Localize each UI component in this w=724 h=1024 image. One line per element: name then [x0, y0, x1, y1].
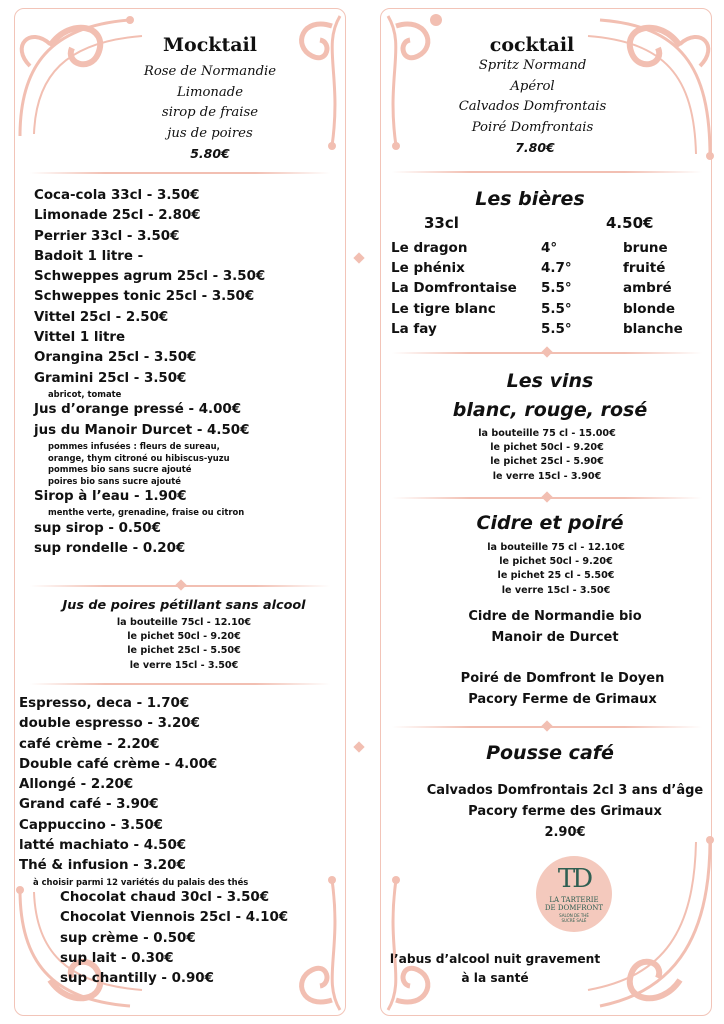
cocktail-line: Poiré Domfrontais	[471, 119, 594, 135]
price-line: la bouteille 75cl - 12.10€	[116, 617, 252, 628]
beer-row	[391, 319, 691, 339]
alcohol-warning	[380, 950, 610, 988]
item-note: orange, thym citroné ou hibiscus-yuzu	[48, 452, 230, 463]
menu-item: Badoit 1 litre -	[34, 248, 144, 264]
cidre-producer-2	[420, 668, 705, 710]
beer-type: blonde	[623, 300, 675, 317]
price-line: la bouteille 75 cl - 15.00€	[478, 428, 616, 439]
menu-item: sup chantilly - 0.90€	[60, 971, 214, 987]
menu-item: Limonade 25cl - 2.80€	[34, 208, 201, 224]
poires-petillant-title: Jus de poires pétillant sans alcool	[62, 598, 306, 613]
soft-drinks-list	[34, 186, 334, 559]
beer-degree: 5.5°	[541, 300, 572, 317]
cocktail-line: Calvados Domfrontais	[458, 99, 607, 114]
pousse-line: Pacory ferme des Grimaux	[468, 804, 662, 819]
beer-name: La Domfrontaise	[391, 280, 517, 297]
menu-item: sup lait - 0.30€	[60, 951, 174, 967]
menu-item: Grand café - 3.90€	[19, 797, 159, 813]
mocktail-ingredients	[100, 62, 320, 144]
producer-line: Poiré de Domfront le Doyen	[460, 671, 665, 686]
logo-tagline-1: SALON DE THÉ	[559, 913, 589, 918]
menu-item: Cappuccino - 3.50€	[19, 817, 164, 833]
bieres-size: 33cl	[424, 214, 459, 232]
beer-row	[391, 299, 691, 319]
menu-item: Vittel 1 litre	[34, 330, 126, 346]
menu-item: café crème - 2.20€	[19, 736, 160, 752]
cocktail-price: 7.80€	[515, 140, 555, 155]
bieres-title: Les bières	[475, 188, 585, 210]
vins-title: Les vins	[506, 370, 594, 392]
cocktail-line: Apérol	[510, 78, 555, 94]
menu-item: latté machiato - 4.50€	[19, 838, 187, 854]
pousse-details	[410, 780, 720, 843]
price-line: la bouteille 75 cl - 12.10€	[487, 542, 625, 553]
menu-item: double espresso - 3.20€	[19, 716, 200, 732]
menu-item: sup sirop - 0.50€	[34, 520, 161, 536]
divider	[30, 172, 330, 174]
producer-line: Manoir de Durcet	[491, 630, 619, 645]
center-diamond-icon	[353, 741, 364, 752]
menu-item: Orangina 25cl - 3.50€	[34, 350, 197, 366]
beer-name: La fay	[391, 320, 437, 337]
poires-petillant-prices	[84, 616, 284, 673]
price-line: le verre 15cl - 3.90€	[492, 470, 602, 482]
item-note: à choisir parmi 12 variétés du palais des thés	[33, 876, 249, 887]
logo-monogram: TD	[557, 864, 591, 894]
menu-item: Vittel 25cl - 2.50€	[34, 309, 169, 325]
cocktail-ingredients	[420, 56, 645, 138]
beer-name: Le tigre blanc	[391, 300, 496, 317]
beer-row	[391, 238, 691, 258]
beer-degree: 4.7°	[541, 260, 572, 277]
cidre-producer-1	[420, 606, 690, 648]
price-line: le verre 15cl - 3.50€	[501, 584, 611, 596]
cocktail-title: cocktail	[489, 34, 575, 56]
item-note: abricot, tomate	[48, 388, 122, 399]
menu-item: Gramini 25cl - 3.50€	[34, 370, 187, 386]
cidre-title: Cidre et poiré	[476, 512, 624, 534]
menu-item: Espresso, deca - 1.70€	[19, 696, 190, 711]
beer-type: blanche	[623, 320, 683, 337]
menu-item: Thé & infusion - 3.20€	[19, 858, 186, 874]
center-diamond-icon	[353, 252, 364, 263]
item-note: poires bio sans sucre ajouté	[48, 475, 181, 486]
price-line: le pichet 50cl - 9.20€	[499, 556, 613, 568]
menu-item: Sirop à l’eau - 1.90€	[34, 489, 187, 505]
item-note: pommes infusées : fleurs de sureau,	[48, 441, 220, 452]
beer-name: Le dragon	[391, 240, 468, 257]
beer-type: brune	[623, 240, 668, 257]
mocktail-line: Limonade	[176, 84, 244, 100]
menu-item: Chocolat chaud 30cl - 3.50€	[60, 890, 270, 906]
logo-name-2: DE DOMFRONT	[544, 904, 604, 912]
producer-line: Cidre de Normandie bio	[468, 609, 642, 624]
warning-line: l’abus d’alcool nuit gravement	[389, 952, 601, 966]
price-line: le verre 15cl - 3.50€	[129, 659, 239, 671]
menu-item: sup rondelle - 0.20€	[34, 541, 186, 557]
beer-table	[391, 238, 691, 339]
cidre-prices	[456, 541, 656, 598]
mocktail-price: 5.80€	[190, 146, 230, 161]
beer-row	[391, 278, 691, 298]
beer-type: fruité	[623, 260, 666, 277]
mocktail-line: sirop de fraise	[161, 105, 259, 120]
beer-degree: 5.5°	[541, 320, 572, 337]
vins-prices	[447, 427, 647, 484]
vins-subtitle: blanc, rouge, rosé	[452, 399, 648, 421]
price-line: le pichet 50cl - 9.20€	[490, 442, 604, 454]
hot-drinks-list	[19, 694, 339, 990]
menu-item: Jus d’orange pressé - 4.00€	[34, 402, 242, 418]
divider	[30, 683, 330, 685]
menu-item: Schweppes agrum 25cl - 3.50€	[34, 269, 266, 285]
cocktail-line: Spritz Normand	[478, 58, 587, 73]
menu-item: Allongé - 2.20€	[19, 777, 134, 793]
menu-item: sup crème - 0.50€	[60, 930, 196, 946]
menu-item: Coca-cola 33cl - 3.50€	[34, 188, 200, 203]
beer-row	[391, 258, 691, 278]
mocktail-title: Mocktail	[163, 34, 257, 56]
pousse-title: Pousse café	[486, 742, 614, 764]
bieres-price: 4.50€	[606, 214, 654, 232]
price-line: le pichet 25cl - 5.50€	[127, 645, 241, 657]
price-line: le pichet 25cl - 5.90€	[490, 456, 604, 468]
pousse-price: 2.90€	[544, 825, 586, 840]
logo-tagline-2: SUCRÉ SALÉ	[561, 918, 587, 923]
item-note: pommes bio sans sucre ajouté	[48, 464, 192, 475]
producer-line: Pacory Ferme de Grimaux	[468, 692, 657, 707]
warning-line: à la santé	[461, 971, 529, 985]
beer-degree: 4°	[541, 240, 558, 257]
tarterie-logo	[536, 856, 612, 932]
price-line: le pichet 50cl - 9.20€	[127, 631, 241, 643]
beer-type: ambré	[623, 280, 672, 297]
pousse-line: Calvados Domfrontais 2cl 3 ans d’âge	[426, 783, 704, 798]
menu-item: jus du Manoir Durcet - 4.50€	[34, 422, 250, 438]
logo-name-1: LA TARTERIE	[549, 896, 599, 904]
menu-item: Double café crème - 4.00€	[19, 756, 218, 772]
beer-name: Le phénix	[391, 260, 465, 277]
mocktail-line: Rose de Normandie	[143, 64, 277, 79]
menu-item: Chocolat Viennois 25cl - 4.10€	[60, 910, 289, 926]
divider	[392, 171, 702, 173]
corner-ornament-bottom-right-left-icon	[376, 870, 476, 1020]
price-line: le pichet 25 cl - 5.50€	[497, 570, 615, 582]
beer-degree: 5.5°	[541, 280, 572, 297]
item-note: menthe verte, grenadine, fraise ou citron	[48, 507, 245, 518]
menu-item: Schweppes tonic 25cl - 3.50€	[34, 289, 255, 305]
mocktail-line: jus de poires	[167, 125, 253, 141]
menu-item: Perrier 33cl - 3.50€	[34, 228, 180, 244]
